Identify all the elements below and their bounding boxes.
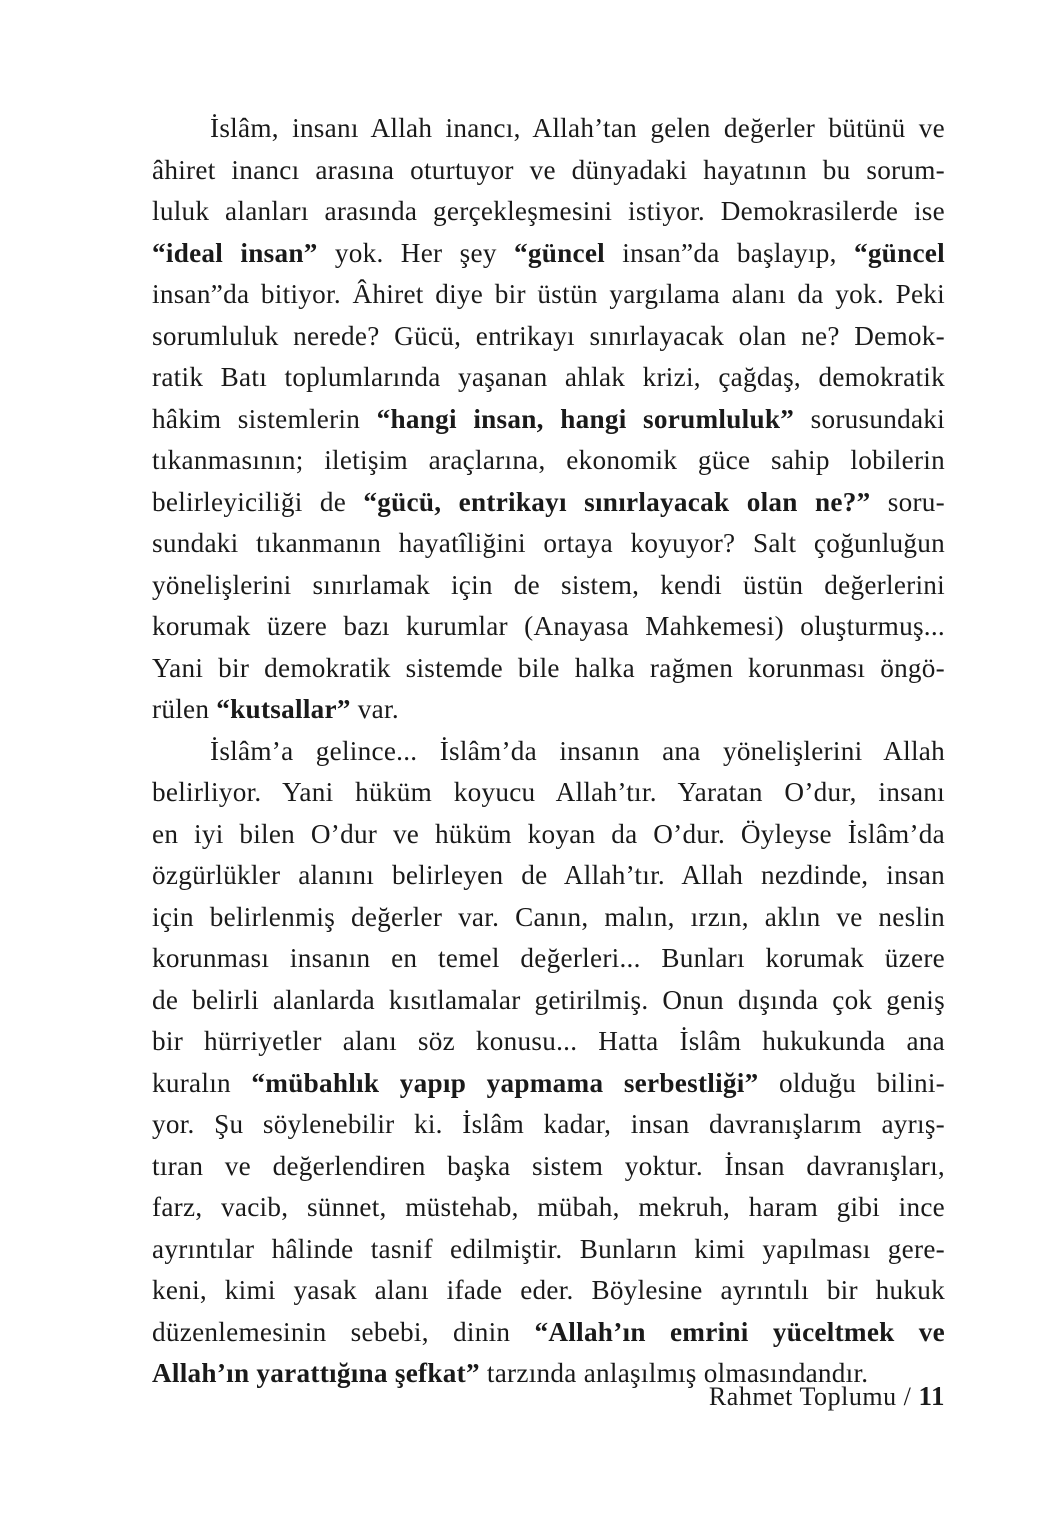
text-line	[152, 897, 945, 939]
text-run: insan”da başlayıp,	[605, 237, 854, 268]
text-run: de belirli alanlarda kısıtlamalar getirilmiş. Onun dışında çok geniş	[152, 984, 945, 1015]
paragraph-1	[152, 108, 945, 731]
text-run: bir hürriyetler alanı söz konusu... Hatta İslâm hukukunda ana	[152, 1026, 945, 1056]
emphasis-phrase: “gücü, entrikayı sınırlayacak olan ne?”	[363, 486, 871, 517]
text-run: yönelişlerini sınırlamak için de sistem, kendi üstün değerlerini	[152, 569, 945, 600]
text-run: belirliyor. Yani hüküm koyucu Allah’tır. Yaratan O’dur, insanı	[152, 777, 945, 807]
emphasis-phrase: “güncel	[513, 237, 605, 268]
emphasis-phrase: “güncel	[853, 237, 945, 268]
text-run: için belirlenmiş değerler var. Canın, malın, ırzın, aklın ve neslin	[152, 901, 945, 932]
text-run: Yani bir demokratik sistemde bile halka rağmen korunması öngö-	[152, 652, 945, 683]
text-run: insan”da bitiyor. Âhiret diye bir üstün yargılama alanı da yok. Peki	[152, 279, 945, 309]
text-run: sundaki tıkanmanın hayatîliğini ortaya koyuyor? Salt çoğunluğun	[152, 528, 945, 558]
text-line	[152, 1187, 945, 1229]
text-run: belirleyiciliği de	[152, 486, 364, 517]
text-run: yok. Her şey	[317, 237, 514, 268]
text-line	[152, 482, 945, 524]
text-run: korumak üzere bazı kurumlar (Anayasa Mahkemesi) oluşturmuş...	[152, 611, 945, 641]
text-run: en iyi bilen O’dur ve hüküm koyan da O’dur. Öyleyse İslâm’da	[152, 818, 945, 849]
text-line	[152, 1021, 945, 1063]
text-run: tıran ve değerlendiren başka sistem yoktur. İnsan davranışları,	[152, 1150, 945, 1181]
text-line	[152, 855, 945, 897]
text-line	[152, 191, 945, 233]
text-line	[152, 316, 945, 358]
footer-book-title: Rahmet Toplumu	[708, 1382, 897, 1411]
text-run: düzenlemesinin sebebi, dinin	[152, 1316, 535, 1347]
text-run: soru-	[870, 486, 945, 517]
text-run: tıkanmasının; iletişim araçlarına, ekonomik güce sahip lobilerin	[152, 445, 945, 475]
text-run: sorumluluk nerede? Gücü, entrikayı sınırlayacak olan ne? Demok-	[152, 320, 945, 351]
paragraph-2	[152, 731, 945, 1395]
text-line	[152, 1229, 945, 1271]
text-run: kuralın	[152, 1067, 252, 1098]
text-line	[152, 523, 945, 565]
text-line	[152, 150, 945, 192]
text-run: luluk alanları arasında gerçekleşmesini istiyor. Demokrasilerde ise	[152, 196, 945, 226]
text-line	[152, 274, 945, 316]
text-line	[152, 233, 945, 275]
text-line	[152, 772, 945, 814]
emphasis-phrase: Allah’ın yarattığına şefkat”	[152, 1358, 480, 1388]
text-line	[152, 1270, 945, 1312]
text-run: tarzında anlaşılmış olmasındandır.	[479, 1358, 869, 1388]
text-run: keni, kimi yasak alanı ifade eder. Böylesine ayrıntılı bir hukuk	[152, 1275, 945, 1305]
text-line	[152, 648, 945, 690]
text-run: farz, vacib, sünnet, müstehab, mübah, mekruh, haram gibi ince	[152, 1192, 945, 1222]
text-line	[152, 399, 945, 441]
text-run: İslâm, insanı Allah inancı, Allah’tan gelen değerler bütünü ve	[210, 113, 945, 143]
text-run: var.	[350, 694, 399, 724]
footer-page-number: 11	[918, 1381, 945, 1411]
text-line	[152, 357, 945, 399]
text-line	[152, 1312, 945, 1354]
emphasis-phrase: “hangi insan, hangi sorumluluk”	[376, 403, 795, 434]
text-run: sorusundaki	[794, 403, 945, 434]
page-footer	[152, 1379, 945, 1414]
page-text-block	[152, 108, 945, 1395]
text-line	[152, 814, 945, 856]
paragraph-list	[152, 108, 945, 1395]
text-line	[152, 1146, 945, 1188]
text-run: ayrıntılar hâlinde tasnif edilmiştir. Bunların kimi yapılması gere-	[152, 1233, 945, 1264]
text-line	[152, 108, 945, 150]
text-line	[152, 440, 945, 482]
text-line	[152, 565, 945, 607]
text-run: İslâm’a gelince... İslâm’da insanın ana yönelişlerini Allah	[210, 735, 945, 766]
text-run: âhiret inancı arasına oturtuyor ve dünyadaki hayatının bu sorum-	[152, 154, 945, 185]
footer-separator: /	[903, 1382, 912, 1411]
text-line	[152, 689, 945, 731]
text-run: yor. Şu söylenebilir ki. İslâm kadar, insan davranışlarım ayrış-	[152, 1109, 945, 1139]
text-line	[152, 980, 945, 1022]
emphasis-phrase: “Allah’ın emrini yüceltmek ve	[534, 1316, 945, 1347]
text-line	[152, 606, 945, 648]
emphasis-phrase: “mübahlık yapıp yapmama serbestliği”	[251, 1067, 759, 1098]
text-line	[152, 1063, 945, 1105]
text-run: olduğu bilini-	[758, 1067, 946, 1098]
text-run: ratik Batı toplumlarında yaşanan ahlak krizi, çağdaş, demokratik	[152, 362, 945, 392]
text-line	[152, 1104, 945, 1146]
text-run: özgürlükler alanını belirleyen de Allah’tır. Allah nezdinde, insan	[152, 860, 945, 890]
emphasis-phrase: “kutsallar”	[216, 694, 351, 724]
text-line	[152, 731, 945, 773]
text-run: hâkim sistemlerin	[152, 403, 377, 434]
text-line	[152, 938, 945, 980]
text-run: korunması insanın en temel değerleri... Bunları korumak üzere	[152, 943, 945, 973]
text-run: rülen	[152, 694, 217, 724]
emphasis-phrase: “ideal insan”	[152, 237, 318, 268]
